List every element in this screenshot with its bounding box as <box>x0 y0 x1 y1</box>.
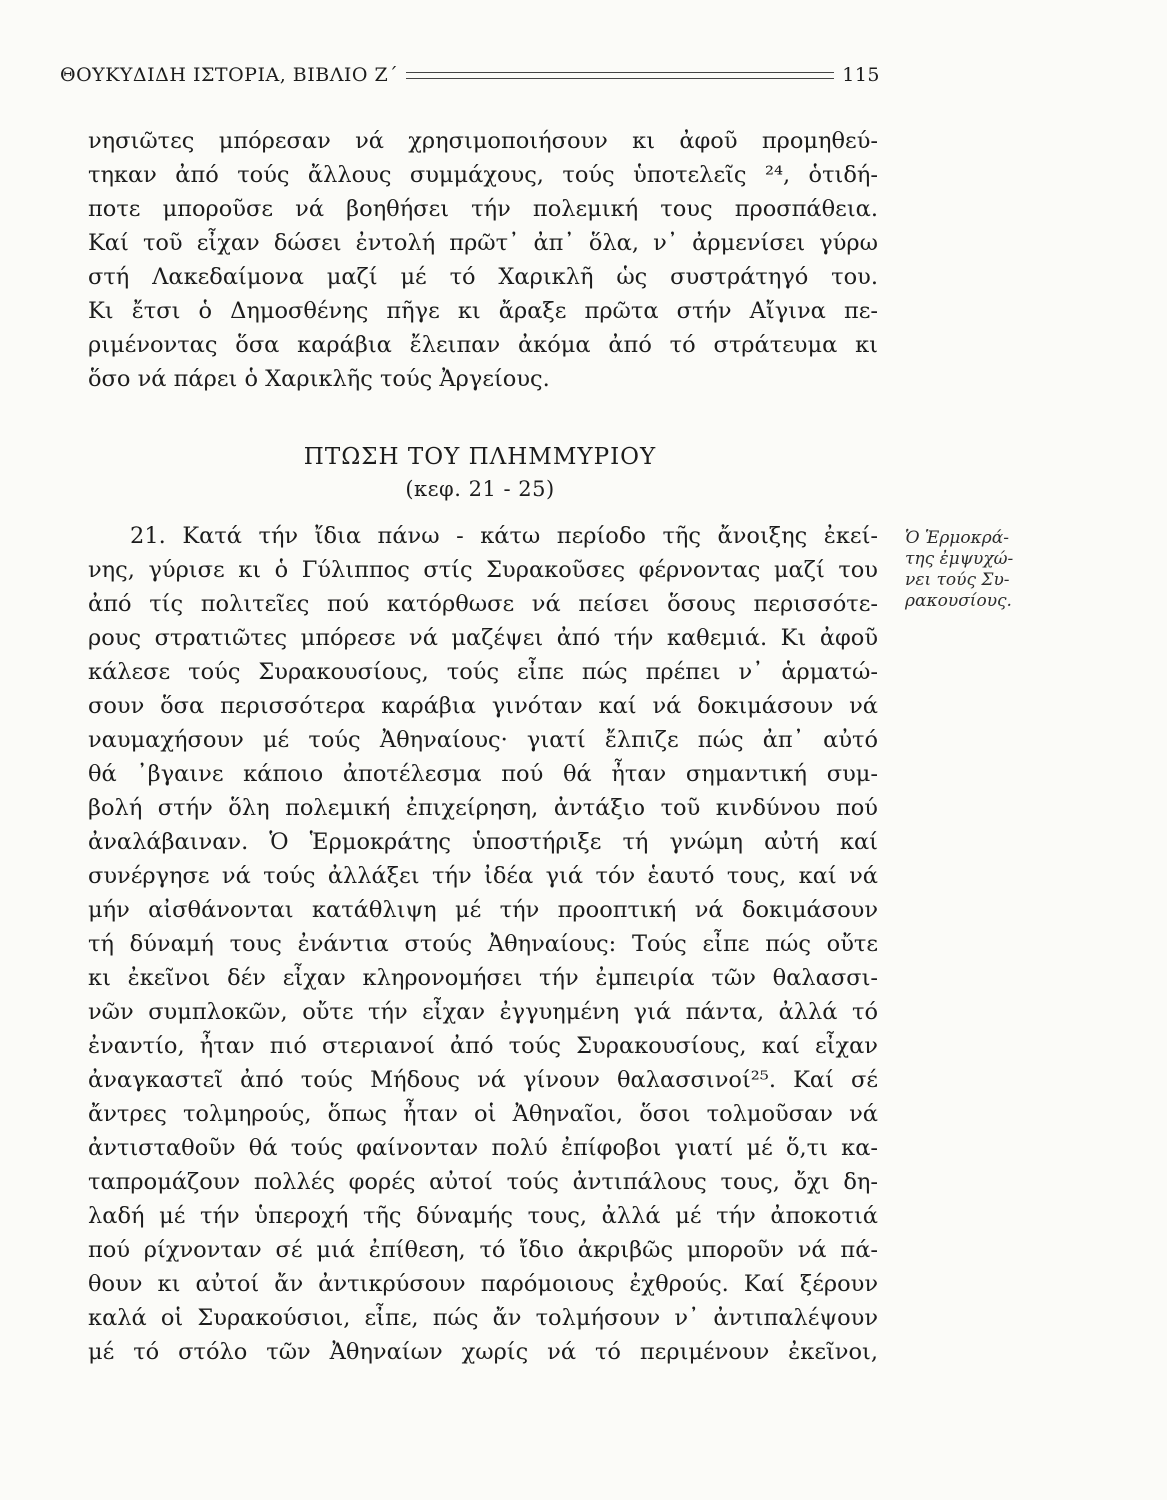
text-line: Κι ἔτσι ὁ Δημοσθένης πῆγε κι ἄραξε πρῶτα στήν Αἴγινα πε- <box>88 298 878 324</box>
text-line: νῶν συμπλοκῶν, οὔτε τήν εἶχαν ἐγγυημένη γιά πάντα, ἀλλά τό <box>88 999 878 1025</box>
text-line: πού ρίχνονταν σέ μιά ἐπίθεση, τό ἴδιο ἀκριβῶς μποροῦν νά πά- <box>88 1237 878 1263</box>
margin-note <box>905 528 1055 612</box>
margin-note-line: Ὁ Ἑρμοκρά- <box>905 528 1009 548</box>
margin-note-line: ρακουσίους. <box>905 591 1012 611</box>
text-line: σουν ὅσα περισσότερα καράβια γινόταν καί νά δοκιμάσουν νά <box>88 693 878 719</box>
text-line: νησιῶτες μπόρεσαν νά χρησιμοποιήσουν κι ἀφοῦ προμηθεύ- <box>88 128 878 154</box>
text-line: βολή στήν ὅλη πολεμική ἐπιχείρηση, ἀντάξιο τοῦ κινδύνου πού <box>88 795 878 821</box>
margin-note-line: νει τούς Συ- <box>905 570 1010 590</box>
text-line: ταπρομάζουν πολλές φορές αὐτοί τούς ἀντιπάλους τους, ὄχι δη- <box>88 1169 878 1195</box>
text-line: ἄντρες τολμηρούς, ὅπως ἦταν οἱ Ἀθηναῖοι, ὅσοι τολμοῦσαν νά <box>88 1101 878 1127</box>
text-line: ποτε μποροῦσε νά βοηθήσει τήν πολεμική τους προσπάθεια. <box>88 196 878 222</box>
text-line: καλά οἱ Συρακούσιοι, εἶπε, πώς ἄν τολμήσουν ν᾽ ἀντιπαλέψουν <box>88 1305 878 1331</box>
text-line: ἀπό τίς πολιτεῖες πού κατόρθωσε νά πείσει ὅσους περισσότε- <box>88 591 878 617</box>
text-line: νης, γύρισε κι ὁ Γύλιππος στίς Συρακοῦσες φέρνοντας μαζί του <box>88 557 878 583</box>
text-line: μήν αἰσθάνονται κατάθλιψη μέ τήν προοπτική νά δοκιμάσουν <box>88 897 878 923</box>
text-line: ριμένοντας ὅσα καράβια ἔλειπαν ἀκόμα ἀπό τό στράτευμα κι <box>88 332 878 358</box>
text-line: θουν κι αὐτοί ἄν ἀντικρύσουν παρόμοιους ἐχθρούς. Καί ξέρουν <box>88 1271 878 1297</box>
text-line: κάλεσε τούς Συρακουσίους, τούς εἶπε πώς πρέπει ν᾽ ἁρματώ- <box>88 659 878 685</box>
header-rule <box>406 72 834 79</box>
page-number: 115 <box>842 64 880 86</box>
running-header <box>60 60 880 90</box>
text-line: κι ἐκεῖνοι δέν εἶχαν κληρονομήσει τήν ἐμπειρία τῶν θαλασσι- <box>88 965 878 991</box>
text-line: τή δύναμή τους ἐνάντια στούς Ἀθηναίους: Τούς εἶπε πώς οὔτε <box>88 931 878 957</box>
text-line: ναυμαχήσουν μέ τούς Ἀθηναίους· γιατί ἔλπιζε πώς ἀπ᾽ αὐτό <box>88 727 878 753</box>
text-line: ἀναγκαστεῖ ἀπό τούς Μήδους νά γίνουν θαλασσινοί²⁵. Καί σέ <box>88 1067 878 1093</box>
text-line: μέ τό στόλο τῶν Ἀθηναίων χωρίς νά τό περιμένουν ἐκεῖνοι, <box>88 1339 878 1365</box>
text-line: στή Λακεδαίμονα μαζί μέ τό Χαρικλῆ ὡς συστράτηγό του. <box>88 264 878 290</box>
text-line: ρους στρατιῶτες μπόρεσε νά μαζέψει ἀπό τήν καθεμιά. Κι ἀφοῦ <box>88 625 878 651</box>
margin-note-line: της ἐμψυχώ- <box>905 549 1014 569</box>
section-subtitle: (κεφ. 21 - 25) <box>405 477 555 501</box>
text-line: συνέργησε νά τούς ἀλλάξει τήν ἰδέα γιά τόν ἑαυτό τους, καί νά <box>88 863 878 889</box>
text-line: τηκαν ἀπό τούς ἄλλους συμμάχους, τούς ὑποτελεῖς ²⁴, ὁτιδή- <box>88 162 878 188</box>
text-line: θά ᾽βγαινε κάποιο ἀποτέλεσμα πού θά ἦταν σημαντική συμ- <box>88 761 878 787</box>
text-line: Καί τοῦ εἶχαν δώσει ἐντολή πρῶτ᾽ ἀπ᾽ ὅλα, ν᾽ ἀρμενίσει γύρω <box>88 230 878 256</box>
text-line: ἀντισταθοῦν θά τούς φαίνονταν πολύ ἐπίφοβοι γιατί μέ ὅ,τι κα- <box>88 1135 878 1161</box>
section-title: ΠΤΩΣΗ ΤΟΥ ΠΛΗΜΜΥΡΙΟΥ <box>303 444 657 470</box>
text-line: λαδή μέ τήν ὑπεροχή τῆς δύναμής τους, ἀλλά μέ τήν ἀποκοτιά <box>88 1203 878 1229</box>
running-title: ΘΟΥΚΥΔΙΔΗ ΙΣΤΟΡΙΑ, ΒΙΒΛΙΟ Ζ΄ <box>60 64 399 86</box>
text-line: ὅσο νά πάρει ὁ Χαρικλῆς τούς Ἀργείους. <box>88 366 550 392</box>
text-line: ἐναντίο, ἦταν πιό στεριανοί ἀπό τούς Συρακουσίους, καί εἶχαν <box>88 1033 878 1059</box>
text-line: 21. Κατά τήν ἴδια πάνω - κάτω περίοδο τῆς ἄνοιξης ἐκεί- <box>130 523 878 549</box>
text-line: ἀναλάβαιναν. Ὁ Ἑρμοκράτης ὑποστήριξε τή γνώμη αὐτή καί <box>88 829 878 855</box>
